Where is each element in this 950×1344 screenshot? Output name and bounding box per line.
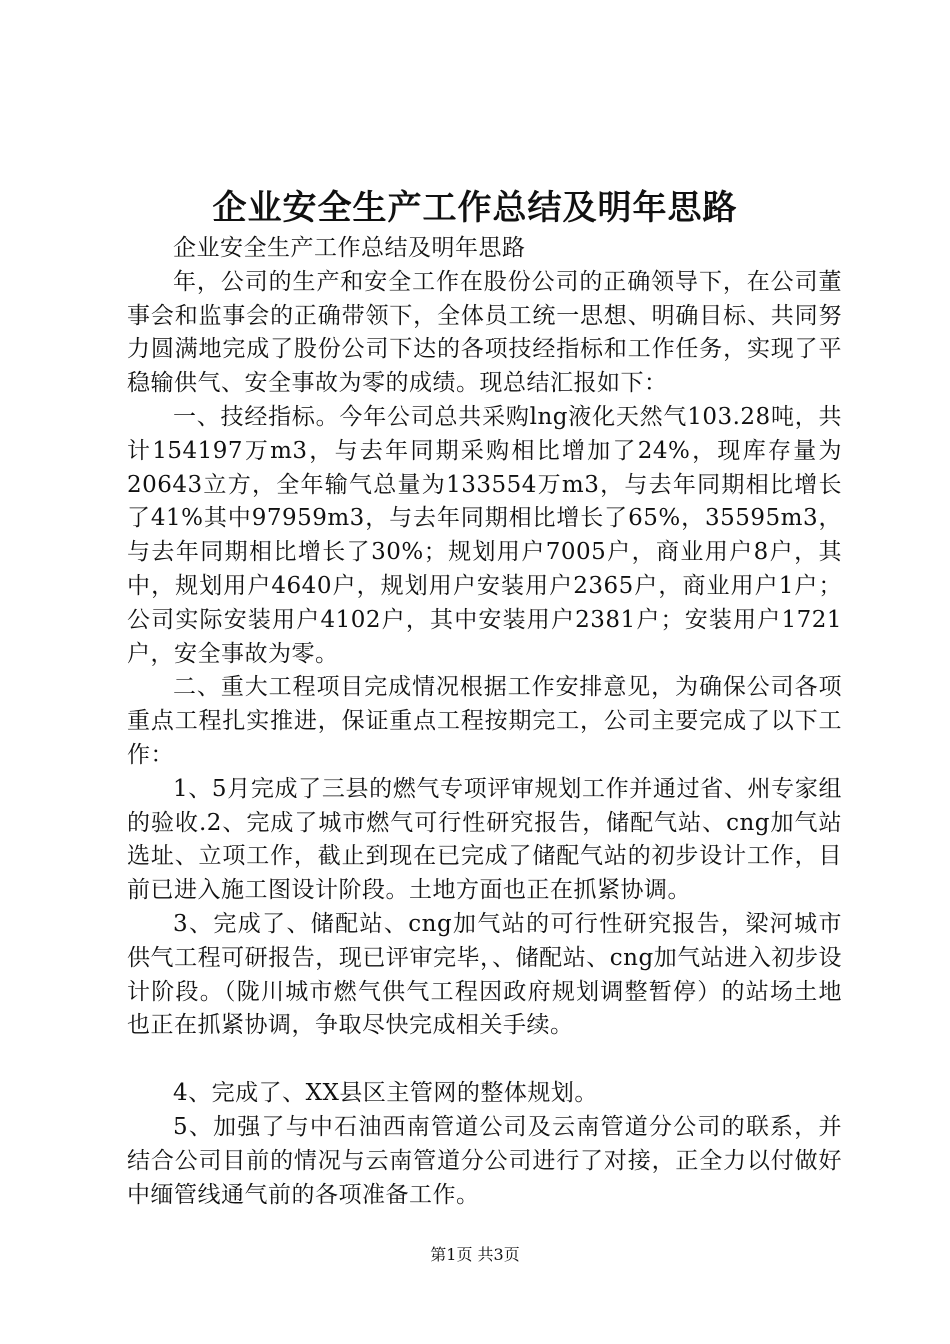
paragraph-gap: [127, 1043, 842, 1077]
document-title: 企业安全生产工作总结及明年思路: [212, 188, 738, 228]
paragraph-indicators: 一、技经指标。今年公司总共采购lng液化天然气103.28吨，共计154197万m3，与去年同期采购相比增加了24%，现库存量为20643立方，全年输气总量为133554万m3，与去年同期相比增长了41%其中97959m3，与去年同期相比增长了65%，35595m3，与去年同期相比增长了30%；规划用户7005户，商业用户8户，其中，规划用户4640户，规划用户安装用户2365户，商业用户1户；公司实际安装用户4102户，其中安装用户2381户；安装用户1721户，安全事故为零。: [127, 403, 842, 667]
paragraph-item-3: 3、完成了、储配站、cng加气站的可行性研究报告，梁河城市供气工程可研报告，现已评审完毕，、储配站、cng加气站进入初步设计阶段。（陇川城市燃气供气工程因政府规划调整暂停）的站场土地也正在抓紧协调，争取尽快完成相关手续。: [127, 910, 842, 1039]
page-number-footer: 第1页 共3页: [430, 1245, 520, 1264]
paragraph-item-4: 4、完成了、XX县区主管网的整体规划。: [173, 1080, 598, 1107]
paragraph-item-5: 5、加强了与中石油西南管道公司及云南管道分公司的联系，并结合公司目前的情况与云南管道分公司进行了对接，正全力以付做好中缅管线通气前的各项准备工作。: [127, 1113, 842, 1208]
paragraph-item-1-2: 1、5月完成了三县的燃气专项评审规划工作并通过省、州专家组的验收.2、完成了城市燃气可行性研究报告，储配气站、cng加气站选址、立项工作，截止到现在已完成了储配气站的初步设计工作，目前已进入施工图设计阶段。土地方面也正在抓紧协调。: [127, 775, 842, 904]
paragraph-projects: 二、重大工程项目完成情况根据工作安排意见，为确保公司各项重点工程扎实推进，保证重点工程按期完工，公司主要完成了以下工作：: [127, 674, 842, 768]
paragraph-intro: 年，公司的生产和安全工作在股份公司的正确领导下，在公司董事会和监事会的正确带领下，全体员工统一思想、明确目标、共同努力圆满地完成了股份公司下达的各项技经指标和工作任务，实现了平稳输供气、安全事故为零的成绩。现总结汇报如下：: [127, 268, 842, 397]
document-body: [127, 232, 842, 1212]
paragraph-subtitle: 企业安全生产工作总结及明年思路: [173, 235, 526, 261]
